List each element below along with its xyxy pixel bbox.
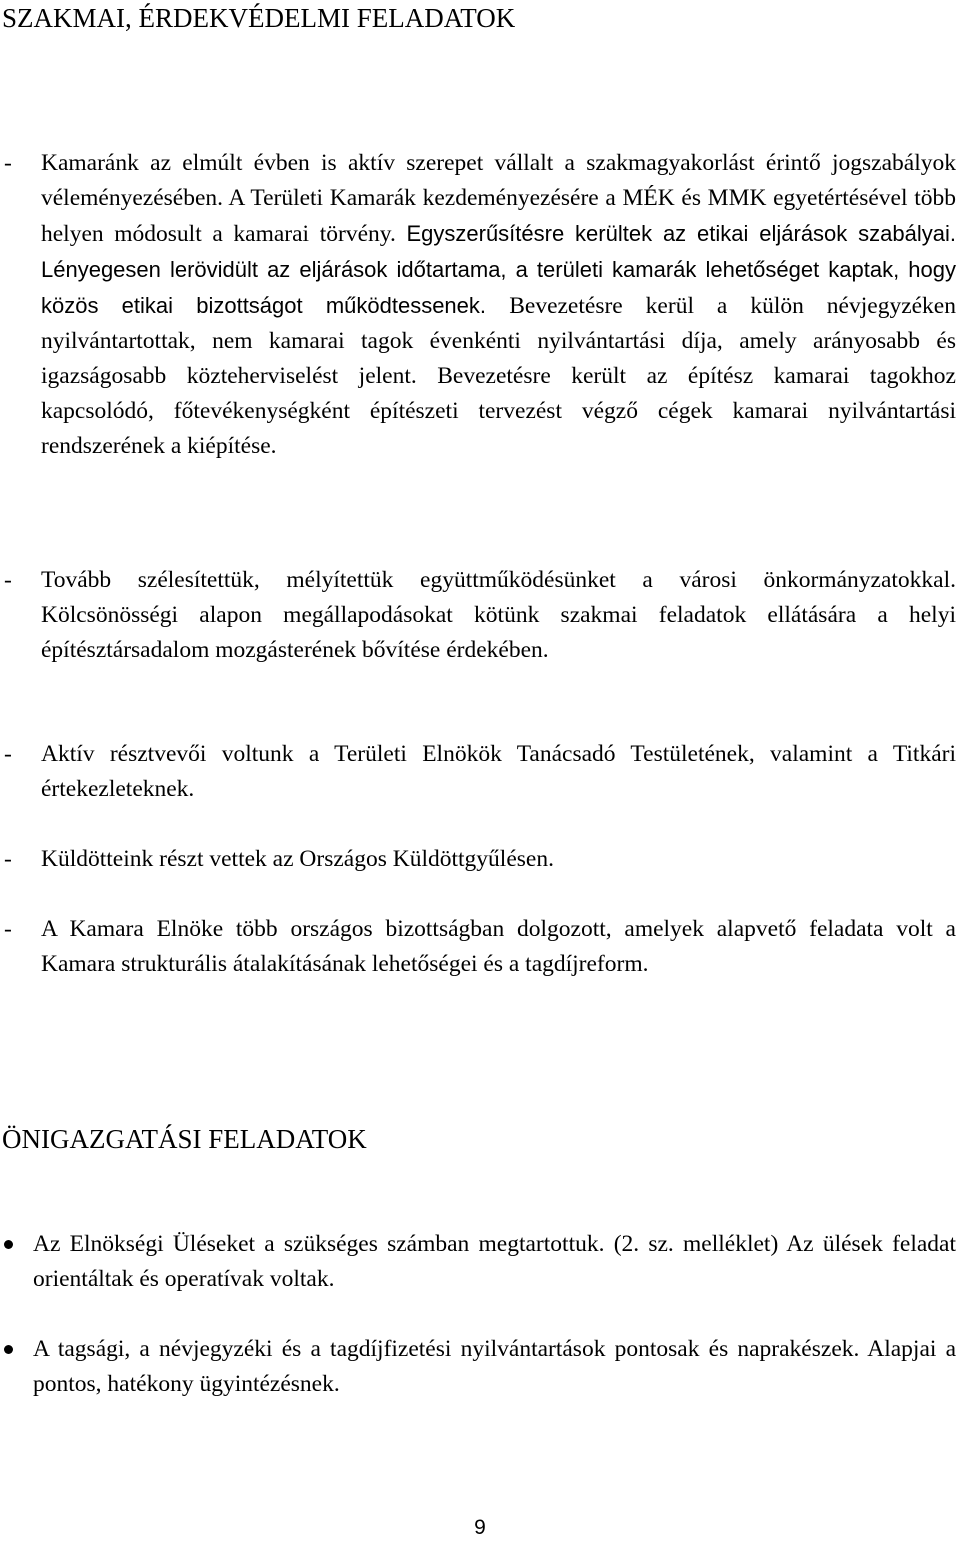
- list-item-text: [41, 146, 956, 464]
- list-item: [0, 1227, 956, 1297]
- list-item: [4, 737, 956, 807]
- list-item: [4, 563, 956, 668]
- list-item: [4, 842, 956, 877]
- paragraph-segment: Egyszerűsítésre kerültek az etikai eljárások szabályai. Lényegesen lerövidült az eljárások időtartama, a területi kamarák lehetőséget kaptak, hogy közös etikai bizottságot működtessenek.: [41, 221, 956, 318]
- page-number: 9: [474, 1516, 486, 1539]
- list-item-text: Küldötteink részt vettek az Országos Küldöttgyűlésen.: [41, 846, 554, 872]
- dash-marker: -: [4, 916, 12, 942]
- list-item: [0, 1332, 956, 1402]
- section-heading-onigazgatasi: ÖNIGAZGATÁSI FELADATOK: [2, 1124, 367, 1154]
- dash-marker: -: [4, 846, 12, 872]
- paragraph-segment: Bevezetésre kerül a külön névjegyzéken nyilvántartottak, nem kamarai tagok évenkénti nyilvántartási díja, amely arányosabb és igazságosabb közteherviselést jelent. Bevezetésre került az építész kamarai tagokhoz kapcsolódó, főtevékenységként építészeti tervezést végző cégek kamarai nyilvántartási rendszerének a kiépítése.: [41, 293, 956, 459]
- list-item-text: Az Elnökségi Üléseket a szükséges számban megtartottuk. (2. sz. melléklet) Az ülések feladat orientáltak és operatívak voltak.: [33, 1231, 956, 1292]
- dash-marker: -: [4, 150, 12, 176]
- list-item-text: Tovább szélesítettük, mélyítettük együttműködésünket a városi önkormányzatokkal. Kölcsönösségi alapon megállapodásokat kötünk szakmai feladatok ellátására a helyi építésztársadalom mozgásterének bővítése érdekében.: [41, 567, 956, 663]
- dash-marker: -: [4, 567, 12, 593]
- section-heading-szakmai: SZAKMAI, ÉRDEKVÉDELMI FELADATOK: [2, 3, 516, 33]
- bullet-icon: [4, 1345, 13, 1354]
- list-item-text: A tagsági, a névjegyzéki és a tagdíjfizetési nyilvántartások pontosak és naprakészek. Alapjai a pontos, hatékony ügyintézésnek.: [33, 1336, 956, 1397]
- dash-marker: -: [4, 741, 12, 767]
- bullet-icon: [4, 1240, 13, 1249]
- list-item-text: A Kamara Elnöke több országos bizottságban dolgozott, amelyek alapvető feladata volt a Kamara strukturális átalakításának lehetőségei és a tagdíjreform.: [41, 916, 956, 977]
- list-item: [4, 146, 956, 464]
- paragraph-segment: Kamaránk az elmúlt évben is aktív szerepet vállalt a szakmagyakorlást érintő jogszabályok véleményezésében. A Területi Kamarák kezdeményezésére a MÉK és MMK egyetértésével több helyen módosult a kamarai törvény.: [41, 150, 956, 247]
- list-item: [4, 912, 956, 982]
- list-item-text: Aktív résztvevői voltunk a Területi Elnökök Tanácsadó Testületének, valamint a Titkári értekezleteknek.: [41, 741, 956, 802]
